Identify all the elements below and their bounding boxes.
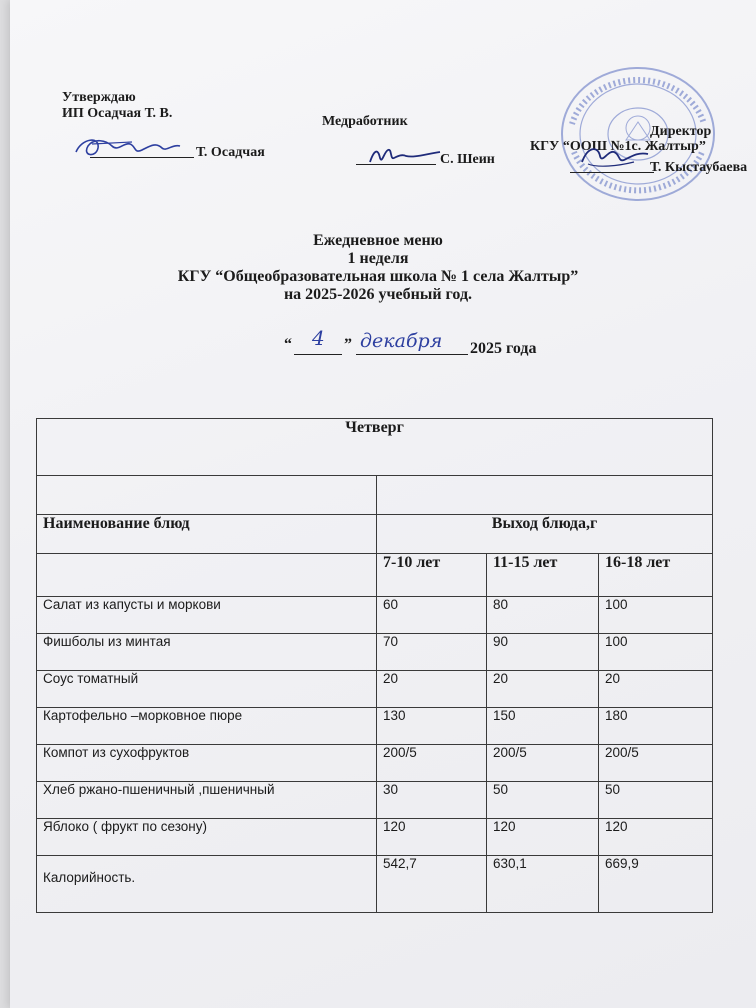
value-7-10: 130 [377,708,487,745]
dish-name: Фишболы из минтая [37,634,377,671]
age-header-row [37,554,713,597]
dish-name: Компот из сухофруктов [37,745,377,782]
value-7-10: 20 [377,671,487,708]
date-open-quote: “ [284,336,292,353]
director-label: Директор [650,124,712,139]
value-11-15: 20 [487,671,599,708]
value-7-10: 70 [377,634,487,671]
value-16-18: 20 [599,671,713,708]
table-row [37,819,713,856]
medic-signature [366,140,446,170]
table-row [37,745,713,782]
director-signature [578,140,654,172]
value-7-10: 30 [377,782,487,819]
blank-row [37,476,713,515]
calories-16-18: 669,9 [599,856,713,913]
calories-11-15: 630,1 [487,856,599,913]
date-close-quote: ” [344,336,352,353]
value-16-18: 100 [599,597,713,634]
value-11-15: 150 [487,708,599,745]
dish-name: Салат из капусты и моркови [37,597,377,634]
ip-signer: Т. Осадчая [196,145,265,160]
date-month: декабря [360,330,443,352]
table-row [37,597,713,634]
output-header: Выход блюда,г [377,515,713,554]
day-row [37,419,713,476]
table-row [37,782,713,819]
dish-name: Хлеб ржано-пшеничный ,пшеничный [37,782,377,819]
document-page [10,0,756,1008]
director-signer: Т. Кыстаубаева [650,160,748,175]
value-16-18: 50 [599,782,713,819]
value-16-18: 100 [599,634,713,671]
value-11-15: 200/5 [487,745,599,782]
date-year: 2025 года [470,340,537,357]
value-7-10: 120 [377,819,487,856]
value-16-18: 200/5 [599,745,713,782]
calories-7-10: 542,7 [377,856,487,913]
age-group-1: 7-10 лет [377,554,487,597]
school-name: КГУ “Общеобразовательная школа № 1 села Жалтыр” [177,268,579,285]
value-11-15: 120 [487,819,599,856]
week-label: 1 неделя [347,250,409,267]
academic-year: на 2025-2026 учебный год. [283,286,473,303]
dish-name: Яблоко ( фрукт по сезону) [37,819,377,856]
menu-table [36,418,713,913]
value-11-15: 50 [487,782,599,819]
medic-signer: С. Шеин [440,152,495,167]
column-header-row [37,515,713,554]
table-row [37,708,713,745]
date-day: 4 [312,326,325,350]
table-row [37,634,713,671]
dish-header: Наименование блюд [37,515,377,554]
director-org: КГУ “ООШ №1с. Жалтыр” [530,139,706,154]
calories-label: Калорийность. [37,856,377,913]
value-7-10: 60 [377,597,487,634]
ip-signature [72,130,192,164]
value-16-18: 180 [599,708,713,745]
day-cell: Четверг [37,419,713,476]
ip-name: ИП Осадчая Т. В. [62,106,173,121]
value-7-10: 200/5 [377,745,487,782]
page-title: Ежедневное меню [313,232,443,249]
table-row [37,671,713,708]
date-month-line [356,354,468,355]
age-group-2: 11-15 лет [487,554,599,597]
dish-name: Соус томатный [37,671,377,708]
dish-name: Картофельно –морковное пюре [37,708,377,745]
medic-label: Медработник [322,114,408,129]
approve-label: Утверждаю [62,90,136,105]
age-group-3: 16-18 лет [599,554,713,597]
calories-row [37,856,713,913]
value-11-15: 90 [487,634,599,671]
value-16-18: 120 [599,819,713,856]
date-day-line [294,354,342,355]
value-11-15: 80 [487,597,599,634]
director-signature-line [570,172,654,173]
